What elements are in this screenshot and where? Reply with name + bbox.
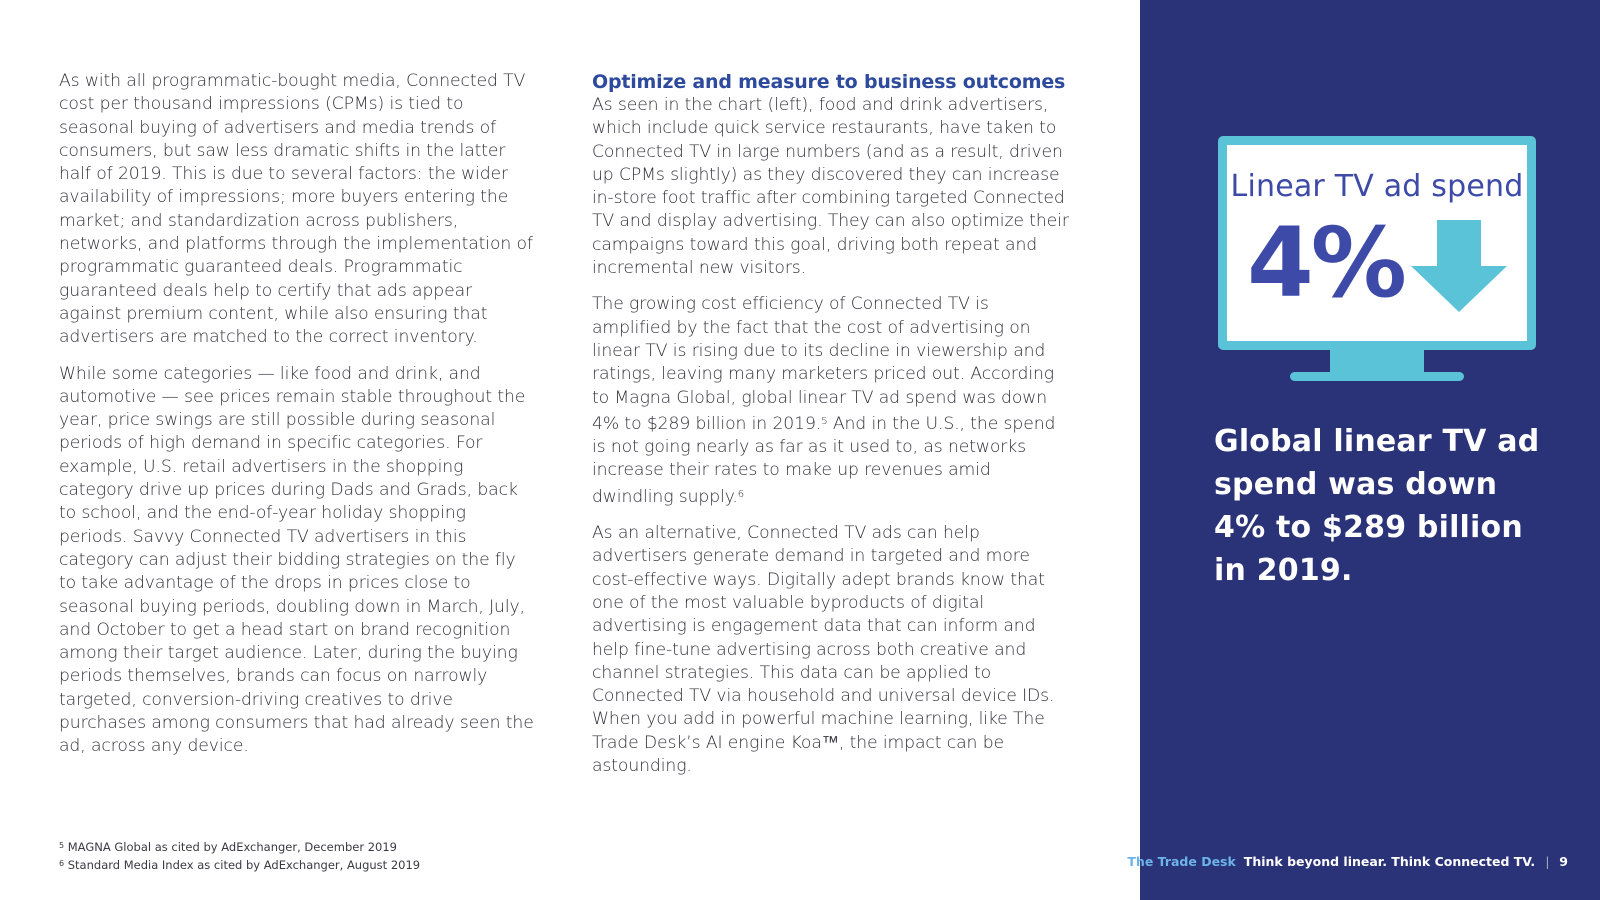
footnote (59, 856, 559, 874)
callout-text: Global linear TV ad spend was down 4% to $289 billion in 2019. (1214, 424, 1540, 588)
page-footer (1127, 854, 1568, 870)
footnote (59, 838, 559, 856)
footer-brand: The Trade Desk (1127, 854, 1236, 869)
body-paragraph: As seen in the chart (left), food and drink advertisers, which include quick service restaurants, have taken to Connected TV in large numbers (and as a result, driven up CPMs slightly) as they discovered they can increase in-store foot traffic after combining targeted Connected TV and display advertising. They can also optimize their campaigns toward this goal, driving both repeat and incremental new visitors. (592, 95, 1069, 279)
footnote-number: 5 (59, 841, 65, 850)
stat-value: 4% (1247, 207, 1404, 319)
body-paragraph: As with all programmatic-bought media, Connected TV cost per thousand impressions (CPMs) is tied to seasonal buying of advertisers and media trends of consumers, but saw less dramatic shifts in the latter half of 2019. This is due to several factors: the wider availability of impressions; more buyers entering the market; and standardization across publishers, networks, and platforms through the implementation of programmatic guaranteed deals. Programmatic guaranteed deals help to certify that ads appear against premium content, while also ensuring that advertisers are matched to the correct inventory. (59, 71, 533, 348)
footnote-ref: 6 (737, 488, 744, 500)
right-column (592, 70, 1072, 791)
footer-tagline: Think beyond linear. Think Connected TV. (1243, 854, 1536, 869)
page-number: 9 (1559, 854, 1568, 869)
footnote-text: Standard Media Index as cited by AdExchanger, August 2019 (67, 857, 421, 872)
footnote-text: MAGNA Global as cited by AdExchanger, December 2019 (67, 840, 397, 854)
footnotes (59, 838, 559, 873)
tv-screen (1218, 136, 1536, 350)
left-column (59, 70, 534, 772)
section-heading: Optimize and measure to business outcomes (592, 71, 1066, 93)
paragraph-text: And in the U.S., the spend is not going nearly as far as it used to, as networks increase their rates to make up revenues amid dwindling supply. (592, 413, 1056, 507)
arrow-down-icon (1411, 220, 1507, 312)
footer-separator: | (1545, 854, 1550, 869)
tv-stand-base (1290, 372, 1464, 381)
tv-title: Linear TV ad spend (1230, 169, 1524, 204)
paragraph-text: The growing cost efficiency of Connected TV is amplified by the fact that the cost of advertising on linear TV is rising due to its decline in viewership and ratings, leaving many marketers priced out. According to Magna Global, global linear TV ad spend was down 4% to $289 billion in 2019. (592, 294, 1055, 434)
body-paragraph (592, 293, 1072, 509)
footnote-number: 6 (59, 858, 65, 868)
footnote-ref: 5 (821, 415, 828, 427)
tv-illustration (1218, 136, 1536, 382)
sidebar-panel (1127, 0, 1600, 900)
body-paragraph: As an alternative, Connected TV ads can help advertisers generate demand in targeted and more cost-effective ways. Digitally adept brands know that one of the most valuable byproducts of digital advertising is engagement data that can inform and help fine-tune advertising across both creative and channel strategies. This data can be applied to Connected TV via household and universal device IDs. When you add in powerful machine learning, like The Trade Desk’s AI engine Koa™, the impact can be astounding. (592, 523, 1055, 777)
body-paragraph: While some categories — like food and drink, and automotive — see prices remain stable throughout the year, price swings are still possible during seasonal periods of high demand in specific categories. For example, U.S. retail advertisers in the shopping category drive up prices during Dads and Grads, back to school, and the end-of-year holiday shopping periods. Savvy Connected TV advertisers in this category can adjust their bidding strategies on the fly to take advantage of the drops in prices close to seasonal buying periods, doubling down in March, July, and October to get a head start on brand recognition among their target audience. Later, during the buying periods themselves, brands can focus on narrowly targeted, conversion-driving creatives to drive purchases among consumers that had already seen the ad, across any device. (59, 363, 534, 757)
